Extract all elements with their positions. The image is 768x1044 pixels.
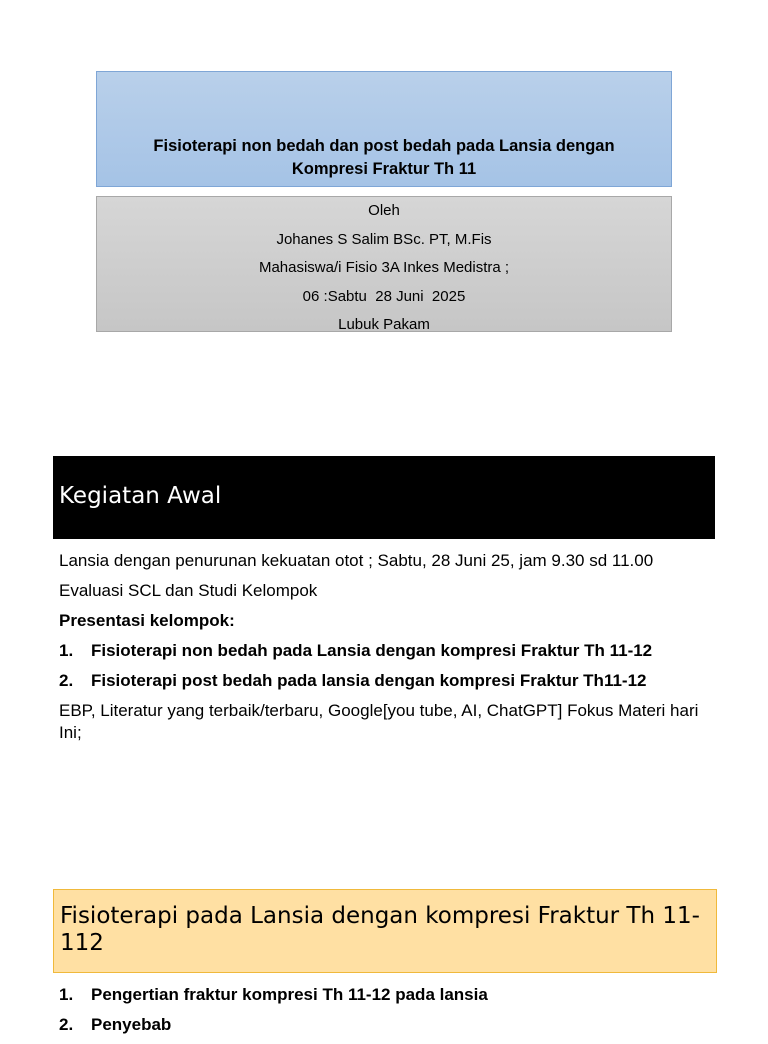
slide2-list [59, 640, 709, 692]
list-item [59, 1014, 709, 1036]
slide2-para: Lansia dengan penurunan kekuatan otot ; Sabtu, 28 Juni 25, jam 9.30 sd 11.00 [59, 551, 654, 570]
list-number: 1. [59, 985, 74, 1004]
slide1-title-box [96, 71, 672, 187]
list-item [59, 640, 709, 662]
list-text: Pengertian fraktur kompresi Th 11-12 pada lansia [91, 985, 488, 1004]
subtitle-line: Oleh [368, 202, 400, 219]
slide2-body [59, 550, 709, 752]
slide3-body [59, 984, 709, 1044]
subtitle-line: Lubuk Pakam [338, 316, 430, 333]
list-text: Penyebab [91, 1015, 172, 1034]
list-number: 2. [59, 1015, 74, 1034]
list-text: Fisioterapi non bedah pada Lansia dengan kompresi Fraktur Th 11-12 [91, 641, 653, 660]
slide3-heading-band [53, 889, 717, 973]
subtitle-line: Mahasiswa/i Fisio 3A Inkes Medistra ; [258, 259, 510, 276]
slide2-heading: Kegiatan Awal [59, 483, 222, 509]
slide2-para: EBP, Literatur yang terbaik/terbaru, Google[you tube, AI, ChatGPT] Fokus Materi hari Ini; [59, 701, 699, 742]
list-number: 1. [59, 641, 74, 660]
slide1-subtitle-box [96, 196, 672, 332]
subtitle-line: 06 :Sabtu 28 Juni 2025 [302, 287, 466, 305]
slide2-para: Evaluasi SCL dan Studi Kelompok [59, 581, 318, 600]
slide1-title: Fisioterapi non bedah dan post bedah pada Lansia dengan Kompresi Fraktur Th 11 [153, 137, 615, 178]
slide2-heading-band [53, 456, 715, 539]
list-item [59, 984, 709, 1006]
subtitle-line: Johanes S Salim BSc. PT, M.Fis [276, 230, 492, 248]
list-number: 2. [59, 671, 74, 690]
list-text: Fisioterapi post bedah pada lansia dengan kompresi Fraktur Th11-12 [91, 671, 647, 690]
slide2-para: Presentasi kelompok: [59, 611, 235, 630]
list-item [59, 670, 709, 692]
slide3-list [59, 984, 709, 1036]
slide3-heading: Fisioterapi pada Lansia dengan kompresi Fraktur Th 11-112 [60, 903, 700, 956]
